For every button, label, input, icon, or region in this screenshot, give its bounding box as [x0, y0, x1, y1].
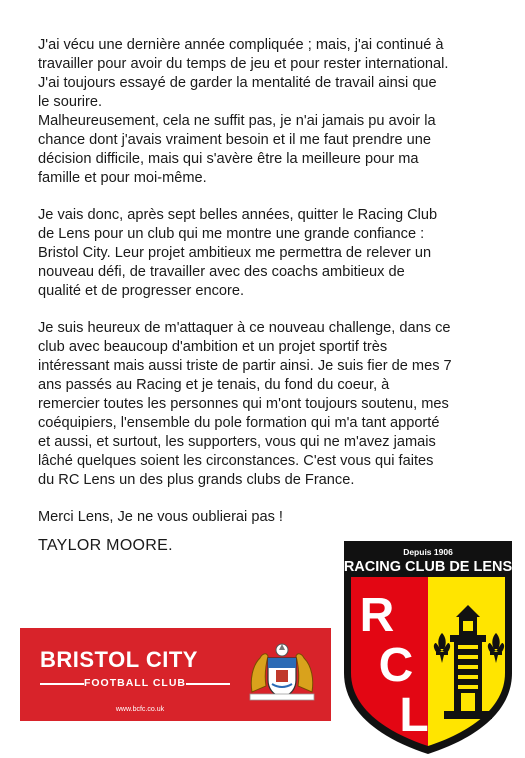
lens-letter-c: C — [378, 639, 414, 692]
lens-letter-l: L — [399, 689, 429, 742]
letter-body — [38, 36, 498, 545]
text-line: qualité et de progresser encore. — [38, 283, 245, 299]
paragraph-4 — [38, 319, 498, 490]
text-line: Je suis heureux de m'attaquer à ce nouveau challenge, dans ce — [38, 320, 451, 336]
text-line: du RC Lens un des plus grands clubs de France. — [38, 472, 355, 488]
text-line: Je vais donc, après sept belles années, quitter le Racing Club — [38, 207, 438, 223]
text-line: chance dont j'avais vraiment besoin et il me faut prendre une — [38, 132, 431, 148]
text-line: lâché quelques soient les circonstances. C'est vous qui faites — [38, 453, 434, 469]
text-line: intéressant mais aussi triste de partir ainsi. Je suis fier de mes 7 — [38, 358, 452, 374]
text-line: nouveau défi, de travailler avec des coachs ambitieux de — [38, 264, 405, 280]
bristol-subtitle: FOOTBALL CLUB — [83, 677, 187, 689]
text-line: J'ai toujours essayé de garder la mentalité de travail ainsi que — [38, 75, 437, 91]
text-line: ans passés au Racing et je tenais, du fond du coeur, à — [38, 377, 390, 393]
lens-letter-r: R — [359, 589, 395, 642]
text-line: coéquipiers, l'ensemble du pole formation qui m'a tant apporté — [38, 415, 440, 431]
paragraph-1 — [38, 36, 498, 112]
text-line: remercier toutes les personnes qui m'ont toujours soutenu, mes — [38, 396, 449, 412]
paragraph-2 — [38, 112, 498, 188]
text-line: travailler pour avoir du temps de jeu et pour rester international. — [38, 56, 449, 72]
bristol-title: BRISTOL CITY — [40, 647, 198, 672]
text-line: famille et pour moi-même. — [38, 170, 207, 186]
text-line: le sourire. — [38, 94, 103, 110]
text-line: et aussi, et surtout, les supporters, vous qui ne m'avez jamais — [38, 434, 436, 450]
paragraph-3 — [38, 206, 498, 301]
rc-lens-logo — [344, 541, 512, 754]
closing-line: Merci Lens, Je ne vous oublierai pas ! — [38, 509, 283, 525]
bristol-city-logo — [20, 628, 331, 721]
text-line: club avec beaucoup d'ambition et un projet sportif très — [38, 339, 388, 355]
divider — [186, 683, 230, 685]
lens-since: Depuis 1906 — [403, 547, 453, 557]
text-line: Malheureusement, cela ne suffit pas, je n'ai jamais pu avoir la — [38, 113, 436, 129]
text-line: décision difficile, mais qui s'avère être la meilleure pour ma — [38, 151, 419, 167]
bristol-crest-icon — [246, 640, 318, 702]
text-line: de Lens pour un club qui me montre une grande confiance : — [38, 226, 425, 242]
signature: TAYLOR MOORE. — [38, 537, 173, 554]
bristol-url: www.bcfc.co.uk — [115, 706, 165, 713]
text-line: J'ai vécu une dernière année compliquée ; mais, j'ai continué à — [38, 37, 444, 53]
text-line: Bristol City. Leur projet ambitieux me permettra de relever un — [38, 245, 432, 261]
lens-name: RACING CLUB DE LENS — [344, 559, 512, 575]
